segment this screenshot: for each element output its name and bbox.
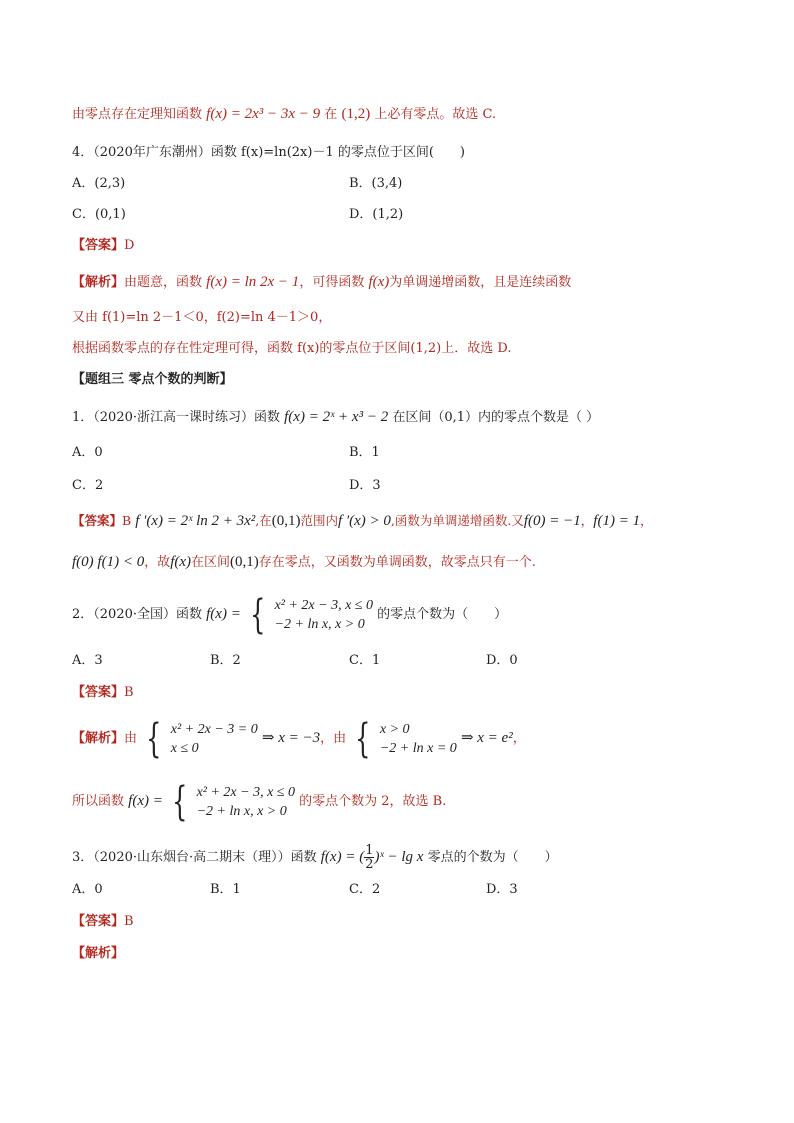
- q4-analysis-text-b: ，可得函数: [299, 275, 365, 290]
- q4-analysis-line2: 又由 f(1)=ln 2－1＜0，f(2)=ln 4－1＞0，: [72, 310, 332, 325]
- q4-option-row-1: [72, 174, 125, 194]
- s3q3-fx-tail: )ˣ − lg x: [374, 849, 424, 865]
- s3q1-option-d: D．3: [349, 478, 381, 493]
- s3q2-fx: f(x) =: [206, 606, 241, 622]
- brace-icon: {: [146, 715, 162, 762]
- s3q3-option-d: D．3: [486, 882, 518, 897]
- s3q3-analysis-label: 【解析】: [72, 946, 125, 961]
- q3-interval: (1,2): [341, 106, 371, 122]
- q4-analysis-text-c: 为单调递增函数，且是连续函数: [389, 275, 572, 290]
- s3q2-analysis-label: 【解析】: [72, 731, 125, 746]
- s3q1-option-b: B．1: [349, 445, 380, 460]
- q3-conclusion-prefix: 由零点存在定理知函数: [72, 107, 203, 122]
- s3q1-f1: f(1) = 1: [593, 513, 641, 529]
- q4-analysis-formula-2: f(x): [368, 274, 390, 290]
- s3q2-stem-a: 2．（2020·全国）函数: [72, 607, 202, 622]
- s3q1-text-2a: ，故: [144, 555, 171, 570]
- s3q1-text-2c: 存在零点，又函数为单调函数，故零点只有一个.: [258, 555, 536, 570]
- s3q2-answer-label: 【答案】: [72, 685, 125, 700]
- s3q3-stem-a: 3．（2020·山东烟台·高二期末（理））函数: [72, 850, 317, 865]
- q4-analysis-text-a: 由题意，函数: [124, 275, 203, 290]
- s3q2-conclusion-a: 所以函数: [72, 794, 125, 809]
- s3q1-text-b: ,在: [255, 513, 272, 528]
- s3q3-option-b: B．1: [210, 882, 241, 897]
- s3q2-sys1-line1: x² + 2x − 3 = 0: [170, 721, 258, 737]
- s3q2-analysis-c: ，: [512, 731, 526, 746]
- s3q2-conclusion-case-2: −2 + ln x, x > 0: [196, 803, 287, 819]
- s3q3-option-c: C．2: [349, 882, 381, 897]
- section-title: 【题组三 零点个数的判断】: [72, 372, 233, 387]
- s3q2-sys2-line2: −2 + ln x = 0: [379, 740, 457, 756]
- s3q1-stem: [72, 407, 599, 428]
- s3q2-answer: [72, 683, 134, 703]
- q4-answer-label: 【答案】: [72, 238, 125, 253]
- s3q3-stem: [72, 840, 558, 875]
- s3q2-option-c: C．1: [349, 653, 381, 668]
- s3q1-option-a: A．0: [72, 445, 103, 460]
- s3q1-f0: f(0) = −1: [523, 513, 581, 529]
- s3q2-conclusion-case-1: x² + 2x − 3, x ≤ 0: [196, 784, 295, 800]
- s3q2-option-a: A．3: [72, 653, 103, 668]
- q4-analysis-line3: 根据函数零点的存在性定理可得，函数 f(x)的零点位于区间(1,2)上．故选 D.: [72, 341, 512, 356]
- s3q1-answer-label: 【答案】: [72, 513, 123, 528]
- s3q1-product: f(0) f(1) < 0: [72, 554, 145, 570]
- s3q1-derivative-positive: f '(x) > 0: [338, 513, 391, 529]
- s3q3-answer: [72, 912, 134, 932]
- s3q3-answer-label: 【答案】: [72, 914, 125, 929]
- q3-conclusion-mid: 在: [324, 107, 338, 122]
- s3q2-analysis: [72, 716, 526, 761]
- s3q3-frac-den: 2: [365, 857, 374, 872]
- s3q1-stem-a: 1．（2020·浙江高一课时练习）函数: [72, 410, 280, 425]
- q4-stem: 4．（2020年广东潮州）函数 f(x)=ln(2x)－1 的零点位于区间( ): [72, 145, 465, 160]
- q3-formula: f(x) = 2x³ − 3x − 9: [206, 106, 321, 122]
- s3q2-conclusion-fx: f(x) =: [128, 793, 163, 809]
- q3-conclusion: [72, 104, 496, 125]
- s3q3-fx: f(x) = (: [320, 849, 365, 865]
- q4-option-d: D．(1,2): [349, 207, 404, 222]
- s3q2-result-2: ⇒ x = e²: [460, 730, 513, 746]
- q4-answer-value: D: [124, 238, 135, 253]
- s3q2-sys1-line2: x ≤ 0: [170, 740, 199, 756]
- q4-answer: [72, 236, 134, 256]
- brace-icon: {: [172, 778, 188, 825]
- s3q2-sys2-line1: x > 0: [379, 721, 410, 737]
- s3q3-stem-b: 零点的个数为（ ）: [427, 850, 558, 865]
- q4-option-c: C．(0,1): [72, 207, 126, 222]
- s3q2-conclusion: [72, 779, 446, 824]
- s3q1-answer-line2: [72, 552, 536, 573]
- s3q1-text-2b: 在区间: [191, 555, 231, 570]
- s3q1-answer-line1: [72, 511, 653, 531]
- s3q2-system-2: [380, 720, 457, 758]
- s3q1-derivative: f '(x) = 2ˣ ln 2 + 3x²: [135, 513, 256, 529]
- s3q2-stem-b: 的零点个数为（ ）: [377, 607, 508, 622]
- s3q1-text-e: ，: [580, 513, 594, 528]
- q4-option-a: A．(2,3): [72, 176, 126, 191]
- q4-analysis-line1: [72, 272, 571, 293]
- s3q1-text-end: ，: [640, 513, 653, 528]
- s3q2-option-d: D．0: [486, 653, 518, 668]
- q3-conclusion-suffix: 上必有零点。故选 C.: [374, 107, 497, 122]
- q4-analysis-formula-1: f(x) = ln 2x − 1: [206, 274, 300, 290]
- s3q1-text-c: 范围内: [300, 513, 339, 528]
- s3q2-case-1: x² + 2x − 3, x ≤ 0: [274, 597, 373, 613]
- s3q2-stem: [72, 592, 507, 637]
- s3q1-interval-2: (0,1): [230, 554, 259, 570]
- s3q2-conclusion-cases: [197, 783, 295, 821]
- s3q1-formula: f(x) = 2ˣ + x³ − 2: [284, 409, 389, 425]
- s3q3-frac-num: 1: [365, 843, 374, 858]
- s3q1-stem-b: 在区间（0,1）内的零点个数是（ ）: [392, 410, 600, 425]
- s3q3-option-a: A．0: [72, 882, 103, 897]
- s3q1-option-c: C．2: [72, 478, 104, 493]
- s3q2-system-1: [171, 720, 258, 758]
- s3q1-fx: f(x): [170, 554, 192, 570]
- s3q3-answer-value: B: [124, 914, 134, 929]
- s3q2-answer-value: B: [124, 685, 134, 700]
- s3q1-interval-1: (0,1): [271, 513, 301, 529]
- s3q2-option-b: B．2: [210, 653, 241, 668]
- s3q3-fraction: [364, 844, 374, 871]
- q4-option-b: B．(3,4): [349, 176, 403, 191]
- s3q1-text-d: ,函数为单调递增函数.又: [390, 513, 524, 528]
- s3q2-cases: [275, 596, 373, 634]
- s3q2-analysis-b: ，由: [320, 731, 347, 746]
- s3q2-conclusion-b: 的零点个数为 2，故选 B.: [299, 794, 447, 809]
- s3q2-result-1: ⇒ x = −3: [261, 730, 321, 746]
- s3q2-case-2: −2 + ln x, x > 0: [274, 616, 365, 632]
- brace-icon: {: [355, 715, 371, 762]
- q4-analysis-label: 【解析】: [72, 275, 125, 290]
- s3q2-analysis-a: 由: [124, 731, 138, 746]
- brace-icon: {: [250, 591, 266, 638]
- s3q1-answer-value: B: [122, 513, 132, 528]
